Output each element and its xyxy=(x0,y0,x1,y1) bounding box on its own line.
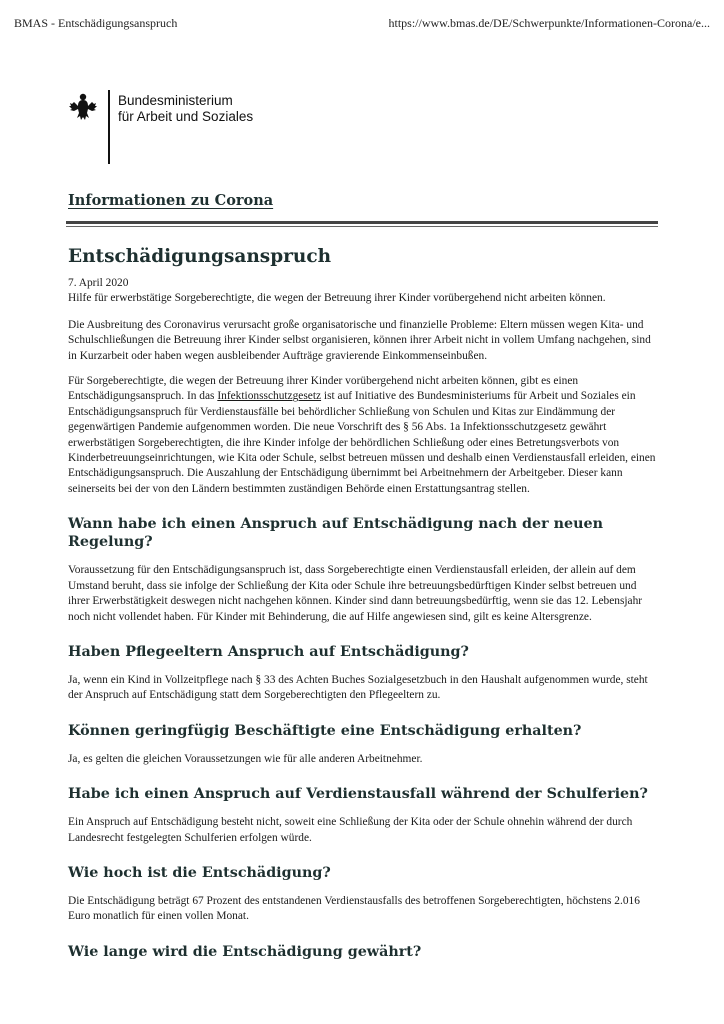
article-paragraph: Die Ausbreitung des Coronavirus verursacht große organisatorische und finanzielle Probleme: Eltern müssen wegen Kita- und Schulschließungen die Betreuung ihrer Kinder selbst organisieren, können ihrer Arbeit nicht in vollem Umfang nachgehen, sind in Kurzarbeit oder haben wegen ausbleibender Aufträge gravierende Einkommenseinbußen. xyxy=(68,318,651,362)
print-header-title: BMAS - Entschädigungsanspruch xyxy=(14,16,178,30)
faq-answer: Ja, es gelten die gleichen Voraussetzungen wie für alle anderen Arbeitnehmer. xyxy=(68,752,423,765)
ministry-logo[interactable] xyxy=(68,92,253,164)
logo-text xyxy=(118,93,253,125)
faq-heading: Haben Pflegeeltern Anspruch auf Entschädigung? xyxy=(68,643,469,660)
print-header-url: https://www.bmas.de/DE/Schwerpunkte/Informationen-Corona/e... xyxy=(388,16,710,30)
logo-line-1: Bundesministerium xyxy=(118,93,233,108)
section-divider xyxy=(66,221,658,224)
faq-answer: Ja, wenn ein Kind in Vollzeitpflege nach § 33 des Achten Buches Sozialgesetzbuch in den Haushalt aufgenommen wurde, steht der Anspruch auf Entschädigung statt dem Sorgeberechtigten den Pflegeeltern zu. xyxy=(68,673,648,702)
article-paragraph xyxy=(68,374,660,497)
faq-heading: Habe ich einen Anspruch auf Verdienstausfall während der Schulferien? xyxy=(68,786,648,803)
faq-heading: Wann habe ich einen Anspruch auf Entschädigung nach der neuen Regelung? xyxy=(68,516,604,551)
article-lead: Hilfe für erwerbstätige Sorgeberechtigte, die wegen der Betreuung ihrer Kinder vorübergehend nicht arbeiten können. xyxy=(68,292,606,305)
faq-answer: Die Entschädigung beträgt 67 Prozent des entstandenen Verdienstausfalls des betroffenen Sorgeberechtigten, höchstens 2.016 Euro monatlich für einen vollen Monat. xyxy=(68,894,640,923)
article-date: 7. April 2020 xyxy=(68,277,129,289)
article-body xyxy=(68,276,660,973)
federal-eagle-icon xyxy=(68,92,98,122)
print-header xyxy=(14,16,710,31)
faq-answer: Ein Anspruch auf Entschädigung besteht nicht, soweit eine Schließung der Kita oder der Schule ohnehin während der durch Landesrecht festgelegten Schulferien erfolgen würde. xyxy=(68,816,633,844)
faq-heading: Wie lange wird die Entschädigung gewährt? xyxy=(68,943,422,960)
logo-divider xyxy=(108,90,110,164)
logo-line-2: für Arbeit und Soziales xyxy=(118,109,254,124)
page-title: Entschädigungsanspruch xyxy=(68,246,332,267)
section-divider-thin xyxy=(66,226,658,227)
section-link-corona[interactable]: Informationen zu Corona xyxy=(68,192,274,209)
infektionsschutzgesetz-link[interactable]: Infektionsschutzgesetz xyxy=(217,390,322,403)
paragraph-text: ist auf Initiative des Bundesministeriums für Arbeit und Soziales ein Entschädigungsanspruch für Verdienstausfälle bei behördlicher Schließung von Schulen und Kitas zur Eindämmung der gegenwärtigen Pandemie aufgenommen worden. Die neue Vorschrift des § 56 Abs. 1a Infektionsschutzgesetz gewährt erwerbstätigen Sorgeberechtigten, die ihre Kinder infolge der behördlichen Schließung oder eines Betretungsverbots von Kinderbetreuungseinrichtungen, wie Kita oder Schule, selbst betreuen müssen und deshalb einen Verdienstausfall erleiden, einen Entschädigungsanspruch. Die Auszahlung der Entschädigung übernimmt bei Arbeitnehmern der Arbeitgeber. Dieser kann seinerseits bei der von den Ländern bestimmten zuständigen Behörde einen Erstattungsantrag stellen. xyxy=(68,390,656,495)
faq-heading: Können geringfügig Beschäftigte eine Entschädigung erhalten? xyxy=(68,722,582,739)
paragraph-text: Für Sorgeberechtigte, die wegen der Betreuung ihrer Kinder vorübergehend nicht arbeiten können, gibt es einen Entschädigungsanspruch. In das xyxy=(68,375,579,403)
faq-answer: Voraussetzung für den Entschädigungsanspruch ist, dass Sorgeberechtigte einen Verdienstausfall erleiden, der allein auf dem Umstand beruht, dass sie infolge der Schließung der Kita oder Schule ihre betreuungsbedürftigen Kinder selbst betreuen und ihrer Erwerbstätigkeit deswegen nicht nachgehen können. Kinder sind dann betreuungsbedürftig, wenn sie das 12. Lebensjahr noch nicht vollendet haben. Für Kinder mit Behinderung, die auf Hilfe angewiesen sind, gilt es keine Altersgrenze. xyxy=(68,564,643,623)
faq-heading: Wie hoch ist die Entschädigung? xyxy=(68,864,331,881)
